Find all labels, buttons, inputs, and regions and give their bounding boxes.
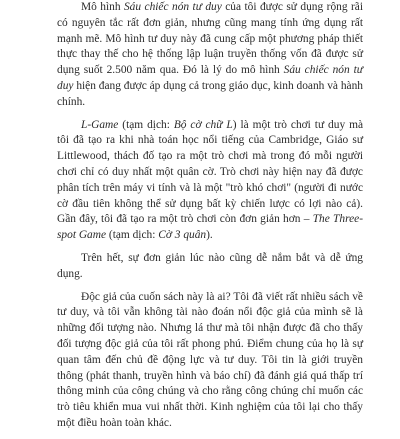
game-title-translation: Bộ cờ chữ L [173,118,233,131]
text-run: Độc giả của cuốn sách này là ai? Tôi đã viết rất nhiều sách về tư duy, và tôi vẫn không tài nào đoán nổi độc giả của mình sẽ là những đối tượng nào. Nhưng lá thư mà tôi nhận được đã cho thấy đối tượng độc giả của tôi rất phong phú. Điểm chung của họ là sự quan tâm đến chủ đề động lực và tư duy. Tôi tin là giới truyền thông (phát thanh, truyền hình và báo chí) đã đánh giá quá thấp trí thông minh của công chúng và cho rằng công chúng chỉ muốn các trò tiêu khiển mua vui nhất thời. Kinh nghiệm của tôi lại cho thấy một điều hoàn toàn khác. [57,290,363,429]
text-run: ). [206,229,213,242]
game-title-l-game: L-Game [81,118,119,131]
text-run: ) là một trò chơi tư duy mà tôi đã tạo ra khi nhà toán học nổi tiếng của Cambridge, Giáo sư Littlewood, thách đố tạo ra một trò chơi mà trong đó mỗi người chơi chỉ có duy nhất một quân cờ. Trò chơi này hiện nay đã được phân tích trên máy vi tính và là một "trò khó chơi" (người đi nước cờ đầu tiên không thể sử dụng bất kỳ chiến lược có lợi nào cả). Gần đây, tôi đã tạo ra một trò chơi còn đơn giản hơn – [57,118,363,226]
paragraph-simplicity [57,251,363,283]
game-title-three-spot: The Three-spot Game [57,213,363,242]
paragraph-l-game [57,118,363,244]
text-run: của tôi được sử dụng rộng rãi có nguyên tắc rất đơn giản, nhưng cũng mang tính ứng dụng rất mạnh mẽ. Mô hình tư duy này đã cung cấp một phương pháp thiết thực thay thế cho hệ thống lập luận truyền thống vốn đã được sử dụng suốt 2.500 năm qua. Đó là lý do mô hình [57,1,363,77]
book-title-six-hats: Sáu chiếc nón tư duy [123,1,222,13]
paragraph-readers [57,290,363,432]
text-run: Trên hết, sự đơn giản lúc nào cũng dễ nắm bắt và dễ ứng dụng. [57,251,363,280]
text-run: (tạm dịch: [106,229,159,242]
text-run: hiện đang được áp dụng cả trong giáo dục, kinh doanh và hành chính. [57,79,363,108]
game-title-translation: Cờ 3 quân [158,229,207,242]
text-run: (tạm dịch: [118,118,174,131]
book-title-six-hats: Sáu chiếc nón tư duy [57,64,363,92]
paragraph-six-hats [57,0,363,111]
page-body [57,0,363,439]
text-run: Mô hình [81,1,124,13]
